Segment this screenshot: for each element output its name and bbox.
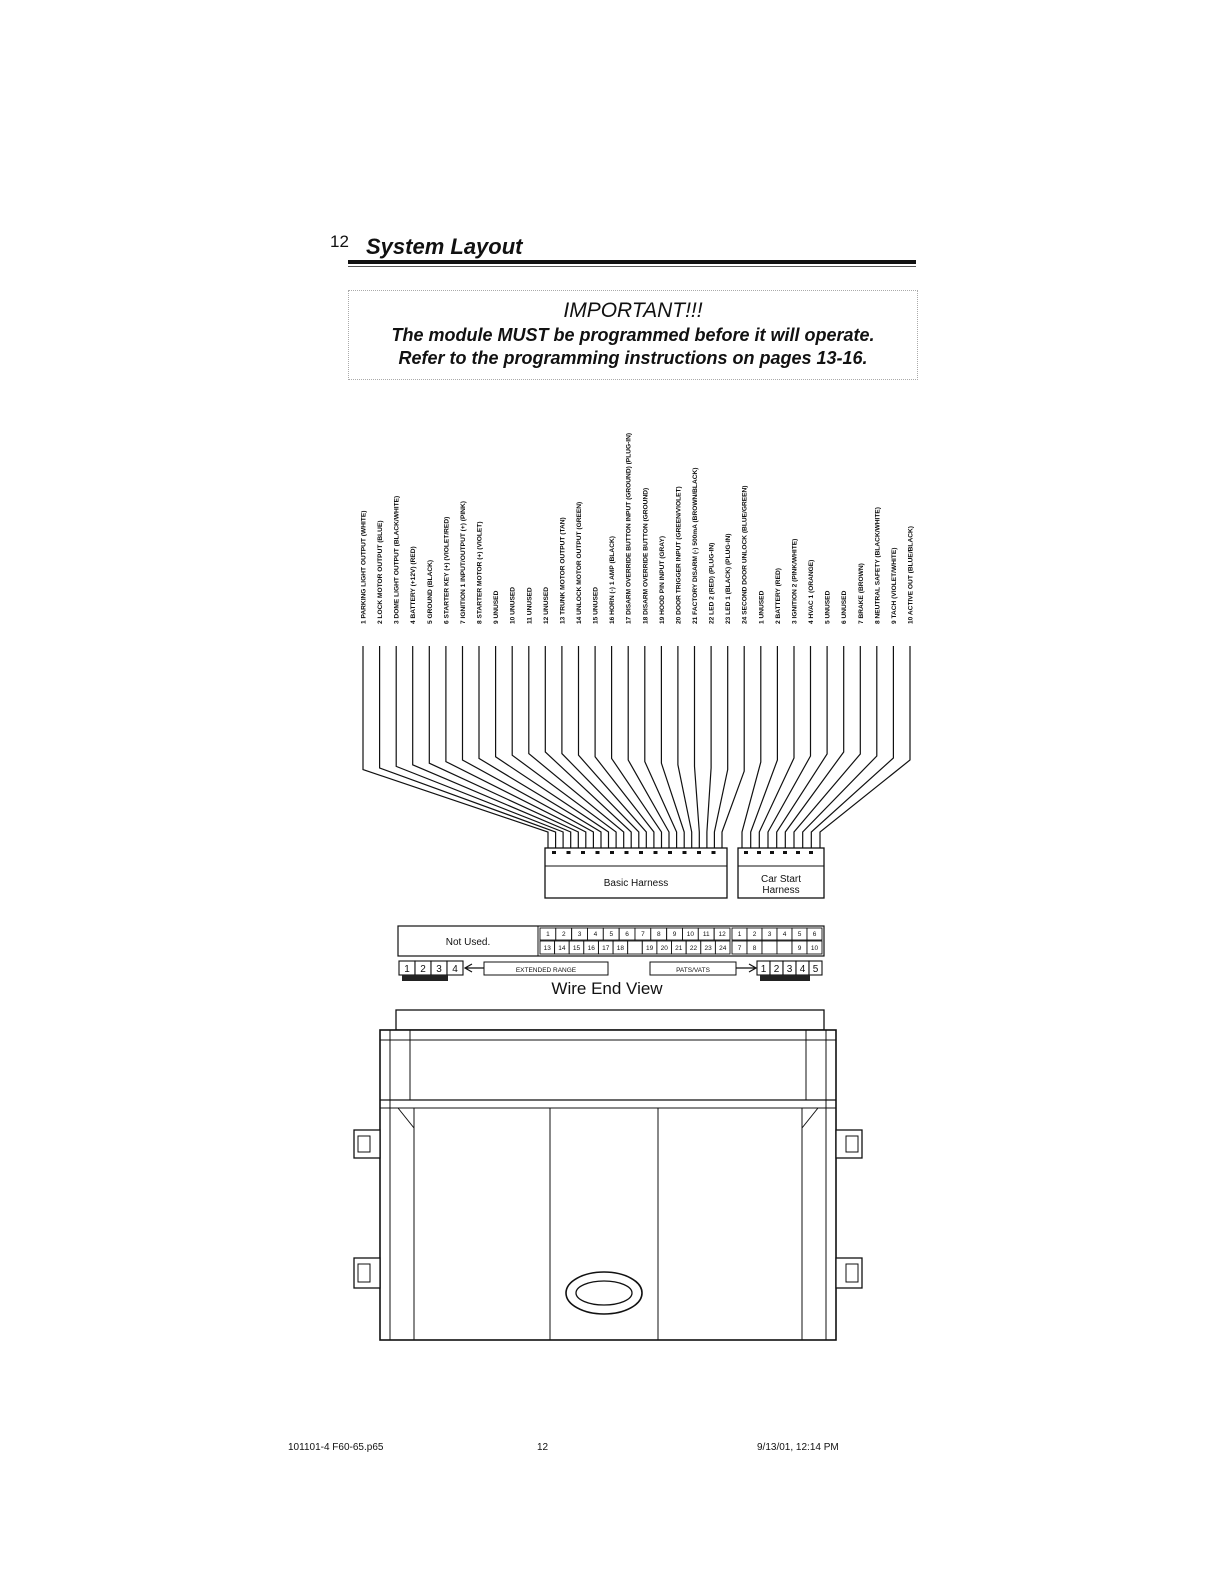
basic-wire-13 <box>562 646 639 848</box>
carstart-wire-label-4: 4 HVAC 1 (ORANGE) <box>808 559 815 624</box>
basic-bottom-pin-1: 14 <box>558 945 566 952</box>
extended-range-pin-4: 4 <box>452 964 458 975</box>
basic-wire-label-10: 10 UNUSED <box>509 586 517 624</box>
carstart-bottom-pin-1: 8 <box>752 945 757 952</box>
carstart-wire-label-2: 2 BATTERY (RED) <box>774 568 782 624</box>
basic-wire-label-8: 8 STARTER MOTOR (+) (VIOLET) <box>476 521 484 624</box>
basic-wire-label-19: 19 HOOD PIN INPUT (GRAY) <box>658 535 666 624</box>
extended-range-label: EXTENDED RANGE <box>515 967 577 974</box>
basic-wire-label-12: 12 UNUSED <box>542 586 550 624</box>
basic-bottom-pin-4: 17 <box>602 945 610 952</box>
basic-wire-label-1: 1 PARKING LIGHT OUTPUT (WHITE) <box>360 510 368 624</box>
carstart-bottom-pin-5: 10 <box>810 945 819 952</box>
basic-bottom-pin-9: 21 <box>675 945 683 952</box>
basic-wire-label-18: 18 DISARM OVERRIDE BUTTON (GROUND) <box>642 487 650 624</box>
basic-top-pin-5: 6 <box>625 931 629 938</box>
basic-top-pin-11: 12 <box>718 931 726 938</box>
not-used-label: Not Used. <box>445 937 491 948</box>
basic-wire-label-15: 15 UNUSED <box>592 586 600 624</box>
basic-bottom-pin-7: 19 <box>645 945 654 952</box>
pats-vats-pin-4: 4 <box>799 964 806 975</box>
extended-range-pin-2: 2 <box>420 964 426 975</box>
carstart-wire-label-8: 8 NEUTRAL SAFETY (BLACK/WHITE) <box>874 507 882 624</box>
pats-vats-pin-3: 3 <box>786 964 793 975</box>
basic-bottom-pin-11: 23 <box>704 945 712 952</box>
basic-bottom-pin-5: 18 <box>616 945 625 952</box>
basic-bottom-pin-0: 13 <box>543 945 551 952</box>
basic-bottom-pin-8: 20 <box>660 945 668 952</box>
basic-top-pin-2: 3 <box>577 931 582 938</box>
basic-top-pin-10: 11 <box>702 931 710 938</box>
basic-wire-label-16: 16 HORN (-) 1 AMP (BLACK) <box>609 536 617 624</box>
notice-heading: IMPORTANT!!! <box>563 299 703 322</box>
basic-wire-label-7: 7 IGNITION 1 INPUT/OUTPUT (+) (PINK) <box>460 501 467 624</box>
extended-range-pin-1: 1 <box>404 964 410 975</box>
basic-wire-16 <box>612 646 662 848</box>
carstart-wire-label-3: 3 IGNITION 2 (PINK/WHITE) <box>791 538 799 624</box>
basic-top-pin-0: 1 <box>546 931 550 938</box>
carstart-harness-label-2: Harness <box>762 885 800 896</box>
basic-wire-label-14: 14 UNLOCK MOTOR OUTPUT (GREEN) <box>576 501 583 624</box>
pin-grid <box>540 928 822 954</box>
basic-wire-label-5: 5 GROUND (BLACK) <box>426 559 434 624</box>
carstart-wire-label-5: 5 UNUSED <box>824 590 832 624</box>
carstart-top-pin-1: 2 <box>752 931 757 938</box>
carstart-wire-9 <box>811 646 893 848</box>
carstart-top-pin-4: 5 <box>797 931 802 938</box>
basic-harness-connector <box>545 848 727 898</box>
basic-bottom-pin-10: 22 <box>689 945 698 952</box>
basic-top-pin-4: 5 <box>609 931 614 938</box>
footer-page: 12 <box>537 1442 549 1453</box>
basic-wire-label-3: 3 DOME LIGHT OUTPUT (BLACK/WHITE) <box>393 495 401 624</box>
basic-wire-14 <box>579 646 647 848</box>
footer-file: 101101-4 F60-65.p65 <box>288 1442 384 1453</box>
basic-bottom-pin-12: 24 <box>719 945 727 952</box>
basic-wire-21 <box>695 646 700 848</box>
carstart-wire-label-1: 1 UNUSED <box>758 590 766 624</box>
side-pins <box>399 961 822 975</box>
basic-bottom-pin-3: 16 <box>587 945 595 952</box>
extended-range-pin-3: 3 <box>436 964 442 975</box>
carstart-wire-label-10: 10 ACTIVE OUT (BLUE/BLACK) <box>907 526 915 624</box>
pats-vats-pin-5: 5 <box>812 964 819 975</box>
carstart-wire-1 <box>742 646 761 848</box>
basic-top-pin-7: 8 <box>656 931 661 938</box>
basic-top-pin-8: 9 <box>672 931 677 938</box>
pats-vats-label: PATS/VATS <box>676 967 710 974</box>
carstart-bottom-pin-4: 9 <box>797 945 802 952</box>
pats-vats-pin-2: 2 <box>773 964 780 975</box>
carstart-bottom-pin-0: 7 <box>737 945 742 952</box>
basic-wire-label-6: 6 STARTER KEY (+) (VIOLET/RED) <box>443 516 451 624</box>
basic-wire-label-22: 22 LED 2 (RED) (PLUG-IN) <box>708 542 716 624</box>
footer-date: 9/13/01, 12:14 PM <box>757 1442 839 1453</box>
basic-wire-label-23: 23 LED 1 (BLACK) (PLUG-IN) <box>725 533 733 624</box>
basic-wire-label-9: 9 UNUSED <box>493 590 501 624</box>
section-title: System Layout <box>366 234 523 259</box>
basic-harness-label: Basic Harness <box>603 878 669 889</box>
basic-wire-label-4: 4 BATTERY (+12V) (RED) <box>410 546 418 624</box>
carstart-top-pin-2: 3 <box>767 931 772 938</box>
wire-labels <box>361 433 915 624</box>
basic-top-pin-6: 7 <box>641 931 645 938</box>
basic-top-pin-1: 2 <box>561 931 566 938</box>
basic-wire-23 <box>714 646 727 848</box>
notice-line-2: Refer to the programming instructions on pages 13-16. <box>398 348 868 368</box>
carstart-wire-10 <box>820 646 910 848</box>
basic-wire-label-13: 13 TRUNK MOTOR OUTPUT (TAN) <box>559 517 567 624</box>
carstart-harness-label-1: Car Start <box>760 874 802 885</box>
basic-wire-label-17: 17 DISARM OVERRIDE BUTTON INPUT (GROUND) (PLUG-IN) <box>625 432 633 624</box>
wire-end-view-title: Wire End View <box>551 979 663 998</box>
carstart-top-pin-3: 4 <box>782 931 787 938</box>
notice-line-1: The module MUST be programmed before it will operate. <box>391 325 875 345</box>
basic-wire-label-21: 21 FACTORY DISARM (-) 500mA (BROWN/BLACK) <box>692 467 699 624</box>
basic-wire-label-24: 24 SECOND DOOR UNLOCK (BLUE/GREEN) <box>741 485 749 624</box>
basic-wire-1 <box>363 646 548 848</box>
basic-wire-8 <box>479 646 601 848</box>
carstart-wire-label-9: 9 TACH (VIOLET/WHITE) <box>890 547 898 624</box>
carstart-top-pin-0: 1 <box>737 931 742 938</box>
carstart-wire-2 <box>751 646 778 848</box>
basic-top-pin-9: 10 <box>686 931 695 938</box>
carstart-wire-8 <box>803 646 877 848</box>
basic-wire-label-11: 11 UNUSED <box>526 587 534 624</box>
basic-bottom-pin-2: 15 <box>572 945 581 952</box>
basic-top-pin-3: 4 <box>593 931 598 938</box>
pats-vats-pin-1: 1 <box>760 964 767 975</box>
basic-wire-24 <box>722 646 744 848</box>
basic-wire-19 <box>661 646 684 848</box>
page-number: 12 <box>330 232 349 251</box>
carstart-wire-5 <box>777 646 827 848</box>
carstart-wire-label-6: 6 UNUSED <box>841 590 849 624</box>
carstart-top-pin-5: 6 <box>812 931 817 938</box>
carstart-wire-label-7: 7 BRAKE (BROWN) <box>857 563 865 624</box>
carstart-wire-4 <box>768 646 811 848</box>
wires <box>363 646 910 848</box>
basic-wire-22 <box>707 646 711 848</box>
basic-wire-label-20: 20 DOOR TRIGGER INPUT (GREEN/VIOLET) <box>675 486 683 624</box>
basic-wire-label-2: 2 LOCK MOTOR OUTPUT (BLUE) <box>377 520 385 624</box>
module-box <box>354 1010 862 1340</box>
